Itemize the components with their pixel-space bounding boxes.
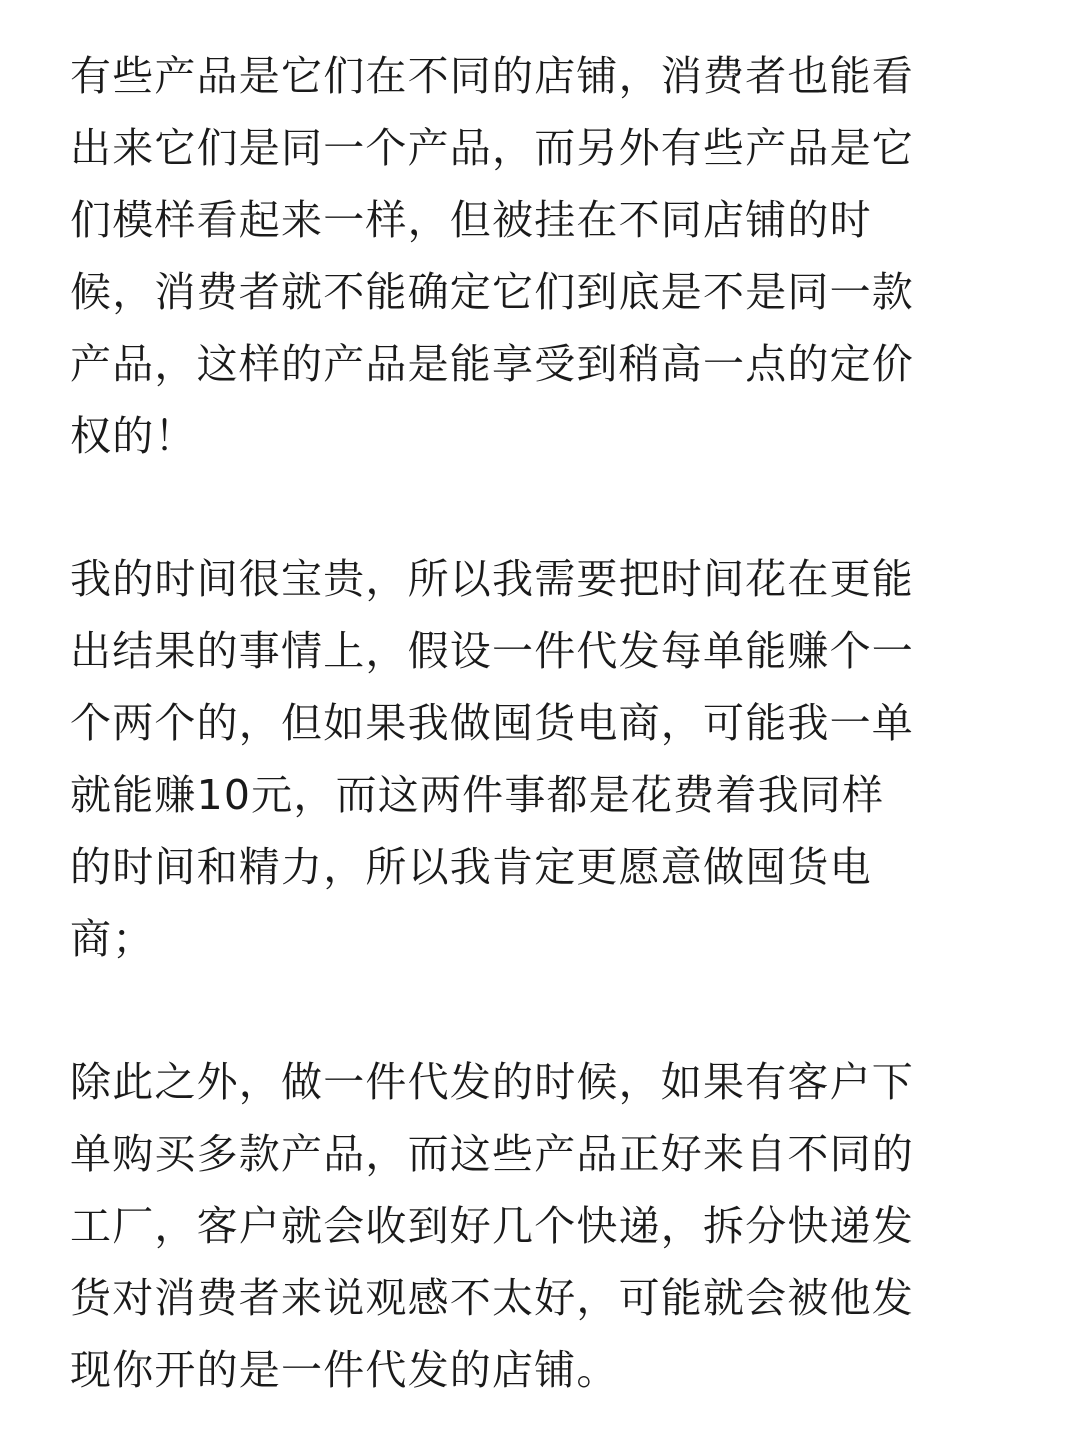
text-line: 出结果的事情上，假设一件代发每单能赚个一 bbox=[70, 627, 914, 675]
text-line: 候，消费者就不能确定它们到底是不是同一款 bbox=[70, 268, 914, 316]
text-line: 现你开的是一件代发的店铺。 bbox=[70, 1346, 619, 1394]
text-line: 个两个的，但如果我做囤货电商，可能我一单 bbox=[70, 699, 914, 747]
text-line: 我的时间很宝贵，所以我需要把时间花在更能 bbox=[70, 555, 914, 603]
text-line: 单购买多款产品，而这些产品正好来自不同的 bbox=[70, 1130, 914, 1178]
text-line: 出来它们是同一个产品，而另外有些产品是它 bbox=[70, 124, 914, 172]
text-line: 就能赚10元，而这两件事都是花费着我同样 bbox=[70, 771, 885, 819]
text-line: 有些产品是它们在不同的店铺，消费者也能看 bbox=[70, 52, 914, 100]
paragraph-pricing-power bbox=[70, 40, 1010, 472]
text-line: 们模样看起来一样，但被挂在不同店铺的时 bbox=[70, 196, 872, 244]
text-line: 商； bbox=[70, 915, 155, 963]
text-line: 权的！ bbox=[70, 412, 197, 460]
text-line: 的时间和精力，所以我肯定更愿意做囤货电 bbox=[70, 843, 872, 891]
text-line: 工厂，客户就会收到好几个快递，拆分快递发 bbox=[70, 1202, 914, 1250]
text-line: 除此之外，做一件代发的时候，如果有客户下 bbox=[70, 1058, 914, 1106]
paragraph-time-value bbox=[70, 543, 1010, 975]
paragraph-split-shipping bbox=[70, 1046, 1010, 1406]
text-line: 产品，这样的产品是能享受到稍高一点的定价 bbox=[70, 340, 914, 388]
text-line: 货对消费者来说观感不太好，可能就会被他发 bbox=[70, 1274, 914, 1322]
